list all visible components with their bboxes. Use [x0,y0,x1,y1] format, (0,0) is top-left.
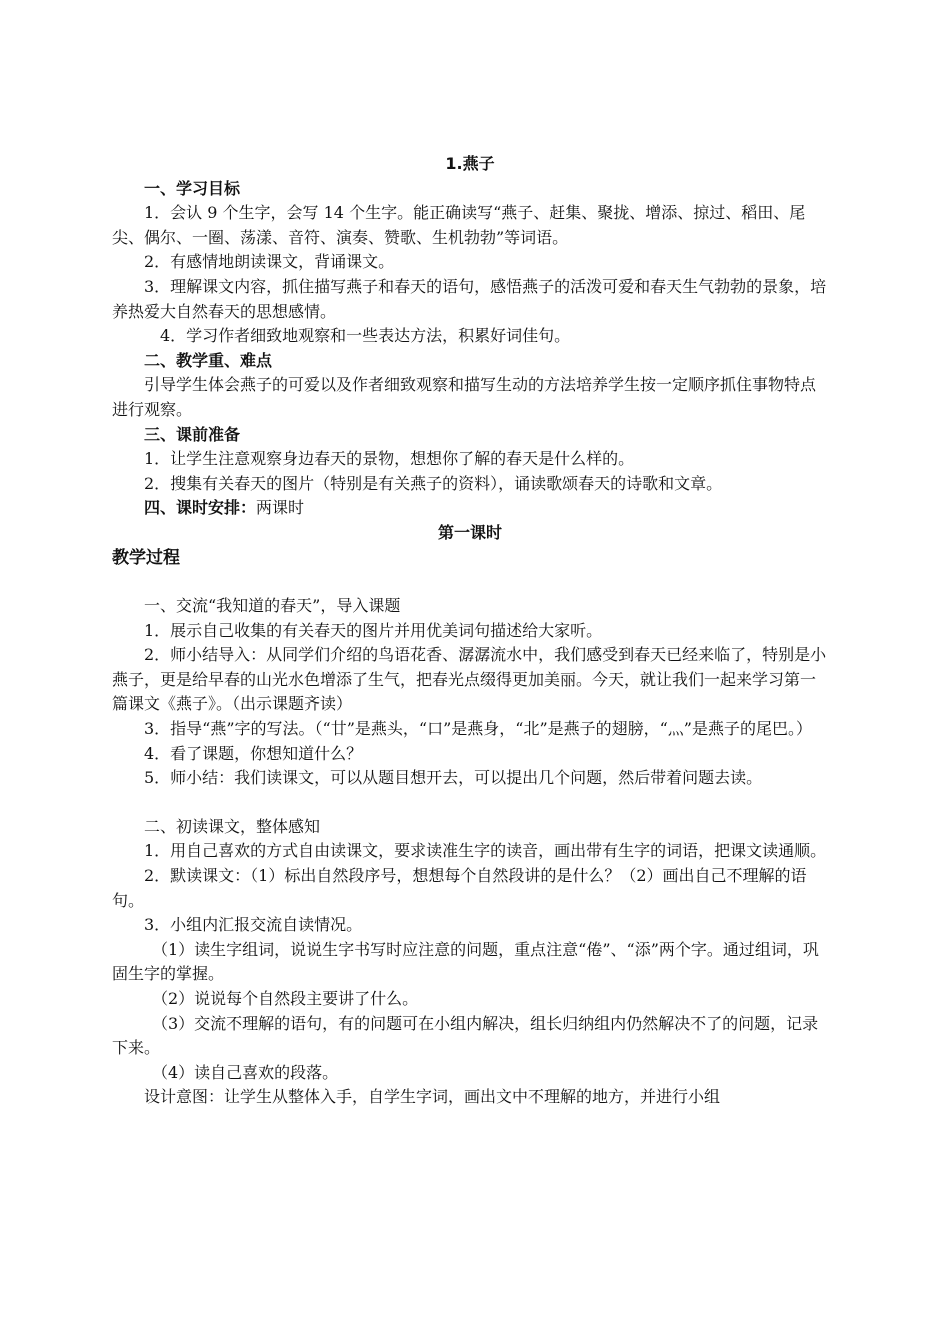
document-title: 1.燕子 [445,154,495,173]
section-heading-preparation: 三、课前准备 [144,424,241,444]
part2-subitem-1: （1）读生字组词，说说生字书写时应注意的问题，重点注意“倦”、“添”两个字。通过组词，巩固生字的掌握。 [112,939,819,984]
part2-subitem-4: （4）读自己喜欢的段落。 [152,1062,339,1082]
objective-item-2: 2．有感情地朗读课文，背诵课文。 [144,252,395,272]
objective-item-3: 3．理解课文内容，抓住描写燕子和春天的语句，感悟燕子的活泼可爱和春天生气勃勃的景象，培养热爱大自然春天的思想感情。 [112,276,827,321]
part1-item-1: 1．展示自己收集的有关春天的图片并用优美词句描述给大家听。 [144,620,603,640]
process-heading: 教学过程 [112,547,180,568]
part2-subitem-2: （2）说说每个自然段主要讲了什么。 [152,989,419,1008]
schedule-heading: 四、课时安排： [144,498,257,518]
part2-item-3: 3．小组内汇报交流自读情况。 [144,915,363,935]
part2-heading: 二、初读课文，整体感知 [144,816,321,836]
schedule-value: 两课时 [256,498,305,518]
part1-item-3: 3．指导“燕”字的写法。（“廿”是燕头，“口”是燕身，“北”是燕子的翅膀，“灬”是燕子的尾巴。） [144,719,812,739]
lesson-title: 第一课时 [437,522,502,542]
section-heading-keypoints: 二、教学重、难点 [144,350,273,370]
objective-item-4: 4．学习作者细致地观察和一些表达方法，积累好词佳句。 [160,326,571,346]
spacer [112,570,828,594]
part2-subitem-3: （3）交流不理解的语句，有的问题可在小组内解决，组长归纳组内仍然解决不了的问题，记录下来。 [112,1013,819,1058]
document-page [112,152,828,1110]
schedule-line [112,496,828,521]
part2-item-1: 1．用自己喜欢的方式自由读课文，要求读准生字的读音，画出带有生字的词语，把课文读通顺。 [144,841,827,861]
keypoints-text: 引导学生体会燕子的可爱以及作者细致观察和描写生动的方法培养学生按一定顺序抓住事物特点进行观察。 [112,375,817,419]
preparation-item-2: 2．搜集有关春天的图片（特别是有关燕子的资料），诵读歌颂春天的诗歌和文章。 [144,473,723,493]
preparation-item-1: 1．让学生注意观察身边春天的景物，想想你了解的春天是什么样的。 [144,449,635,469]
part1-heading: 一、交流“我知道的春天”，导入课题 [144,596,401,616]
objective-item-1: 1．会认 9 个生字，会写 14 个生字。能正确读写“燕子、赶集、聚拢、增添、掠过、稻田、尾尖、偶尔、一圈、荡漾、音符、演奏、赞歌、生机勃勃”等词语。 [112,203,806,247]
spacer [112,791,828,815]
part1-item-2: 2．师小结导入：从同学们介绍的鸟语花香、潺潺流水中，我们感受到春天已经来临了，特别是小燕子，更是给早春的山光水色增添了生气，把春光点缀得更加美丽。今天，就让我们一起来学习第一篇课文《燕子》。（出示课题齐读） [112,645,827,714]
part1-item-5: 5．师小结：我们读课文，可以从题目想开去，可以提出几个问题，然后带着问题去读。 [144,768,763,788]
part1-item-4: 4．看了课题，你想知道什么？ [144,743,363,763]
section-heading-objectives: 一、学习目标 [144,178,241,198]
part2-item-2: 2．默读课文：（1）标出自然段序号，想想每个自然段讲的是什么？（2）画出自己不理解的语句。 [112,866,807,910]
design-intent: 设计意图：让学生从整体入手，自学生字词，画出文中不理解的地方，并进行小组 [144,1087,721,1107]
